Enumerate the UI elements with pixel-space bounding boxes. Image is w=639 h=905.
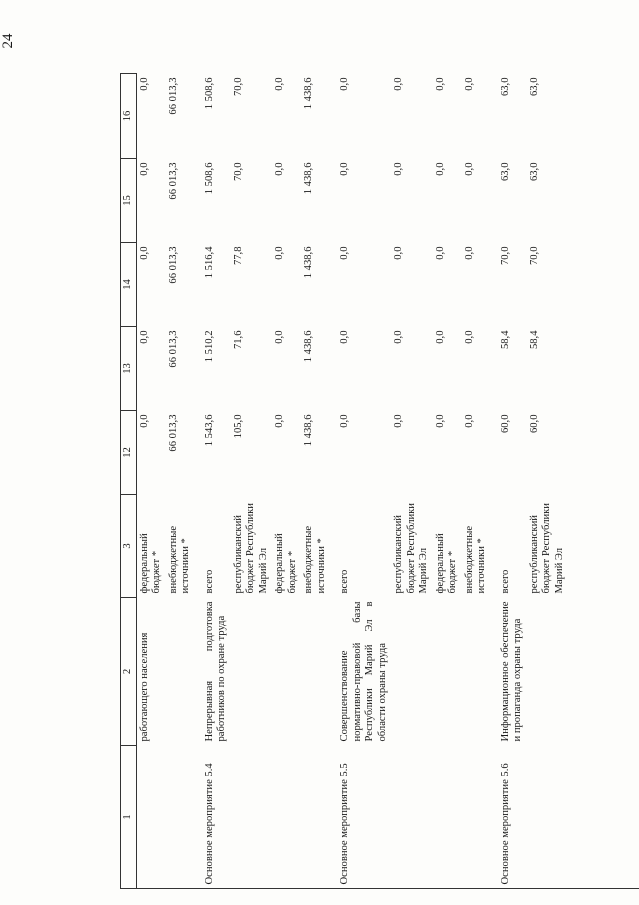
header-cell: 12	[121, 411, 137, 495]
header-cell: 3	[121, 495, 137, 598]
table-row	[231, 74, 273, 889]
header-cell: 2	[121, 598, 137, 746]
source-cell: республиканский бюджет Республики Марий Эл	[232, 503, 269, 594]
description-cell	[527, 598, 569, 746]
event-name-cell	[433, 746, 462, 889]
value-cell: 1 543,6	[203, 414, 215, 447]
event-name-cell: Основное мероприятие 5.5	[339, 763, 350, 885]
table-body	[136, 74, 568, 889]
value-cell: 63,0	[528, 77, 540, 97]
description-cell	[301, 598, 330, 746]
description-cell	[166, 598, 195, 746]
event-name-cell	[462, 746, 491, 889]
table-row	[301, 74, 330, 889]
value-cell: 0,0	[138, 246, 150, 260]
header-cell: 13	[121, 327, 137, 411]
event-name-cell: Основное мероприятие 5.6	[499, 763, 511, 885]
value-cell: 66 013,3	[167, 77, 179, 115]
value-cell: 0,0	[393, 246, 404, 260]
description-cell: работающего населения	[138, 632, 150, 742]
table-row	[491, 74, 527, 889]
table-row	[391, 74, 433, 889]
value-cell: 0,0	[393, 77, 404, 91]
header-cell: 1	[121, 746, 137, 889]
value-cell: 66 013,3	[167, 246, 179, 284]
description-cell	[462, 598, 491, 746]
value-cell: 0,0	[138, 330, 150, 344]
value-cell: 0,0	[434, 162, 446, 176]
value-cell: 105,0	[232, 414, 244, 439]
table-row	[527, 74, 569, 889]
value-cell: 0,0	[393, 162, 404, 176]
table-row	[195, 74, 231, 889]
source-cell: всего	[339, 569, 350, 594]
value-cell: 0,0	[138, 77, 150, 91]
event-name-cell	[391, 746, 433, 889]
value-cell: 70,0	[528, 246, 540, 266]
value-cell: 71,6	[232, 330, 244, 350]
value-cell: 70,0	[232, 162, 244, 182]
description-cell: Совершенствование нормативно-правовой базы Республики Марий Эл в области охраны труда	[339, 601, 388, 742]
header-row	[121, 74, 137, 889]
table-row	[330, 74, 391, 889]
value-cell: 0,0	[463, 162, 475, 176]
value-cell: 63,0	[528, 162, 540, 182]
source-cell: внебюджетные источники *	[303, 525, 327, 594]
value-cell: 0,0	[393, 330, 404, 344]
value-cell: 0,0	[339, 414, 350, 428]
table-row	[136, 74, 166, 889]
description-cell	[391, 598, 433, 746]
event-name-cell: Основное мероприятие 5.4	[203, 763, 215, 885]
value-cell: 0,0	[463, 330, 475, 344]
value-cell: 77,8	[232, 246, 244, 266]
source-cell: всего	[203, 569, 215, 594]
event-name-cell	[166, 746, 195, 889]
value-cell: 58,4	[528, 330, 540, 350]
budget-table	[120, 73, 568, 889]
value-cell: 0,0	[274, 330, 285, 344]
value-cell: 0,0	[434, 246, 446, 260]
value-cell: 0,0	[463, 77, 475, 91]
value-cell: 0,0	[138, 414, 150, 428]
event-name-cell	[231, 746, 273, 889]
value-cell: 0,0	[463, 414, 475, 428]
value-cell: 1 508,6	[203, 77, 215, 110]
value-cell: 0,0	[434, 330, 446, 344]
value-cell: 1 508,6	[203, 162, 215, 195]
value-cell: 1 438,6	[303, 330, 314, 363]
value-cell: 0,0	[274, 162, 285, 176]
value-cell: 0,0	[339, 330, 350, 344]
value-cell: 63,0	[499, 162, 511, 182]
source-cell: внебюджетные источники *	[167, 525, 191, 594]
description-cell	[272, 598, 301, 746]
description-cell: Информационное обеспечение и пропаганда охраны труда	[499, 601, 523, 742]
value-cell: 70,0	[499, 246, 511, 266]
value-cell: 0,0	[463, 246, 475, 260]
value-cell: 0,0	[339, 77, 350, 91]
value-cell: 0,0	[274, 77, 285, 91]
event-name-cell	[272, 746, 301, 889]
table-row	[433, 74, 462, 889]
value-cell: 60,0	[528, 414, 540, 434]
value-cell: 0,0	[434, 77, 446, 91]
source-cell: республиканский бюджет Республики Марий Эл	[528, 503, 565, 594]
event-name-cell	[527, 746, 569, 889]
description-cell: Непрерывная подготовка работников по охране труда	[203, 601, 227, 742]
value-cell: 1 438,6	[303, 414, 314, 447]
header-cell: 14	[121, 243, 137, 327]
header-cell: 16	[121, 74, 137, 159]
value-cell: 60,0	[499, 414, 511, 434]
description-cell	[433, 598, 462, 746]
header-cell: 15	[121, 159, 137, 243]
value-cell: 1 516,4	[203, 246, 215, 279]
value-cell: 0,0	[393, 414, 404, 428]
value-cell: 1 438,6	[303, 246, 314, 279]
event-name-cell	[136, 746, 166, 889]
source-cell: федеральный бюджет *	[138, 533, 162, 594]
page-number: 24	[0, 33, 16, 49]
value-cell: 63,0	[499, 77, 511, 97]
value-cell: 66 013,3	[167, 330, 179, 368]
value-cell: 0,0	[339, 162, 350, 176]
value-cell: 66 013,3	[167, 162, 179, 200]
value-cell: 1 510,2	[203, 330, 215, 363]
value-cell: 0,0	[434, 414, 446, 428]
value-cell: 0,0	[339, 246, 350, 260]
table-container	[120, 74, 639, 889]
event-name-cell	[301, 746, 330, 889]
source-cell: республиканский бюджет Республики Марий Эл	[393, 503, 429, 594]
value-cell: 1 438,6	[303, 162, 314, 195]
table-row	[272, 74, 301, 889]
table-row	[462, 74, 491, 889]
value-cell: 0,0	[274, 246, 285, 260]
value-cell: 66 013,3	[167, 414, 179, 452]
source-cell: федеральный бюджет *	[434, 533, 458, 594]
table-row	[166, 74, 195, 889]
value-cell: 1 438,6	[303, 77, 314, 110]
value-cell: 0,0	[274, 414, 285, 428]
description-cell	[231, 598, 273, 746]
source-cell: внебюджетные источники *	[463, 525, 487, 594]
table-left-border	[120, 888, 639, 889]
value-cell: 58,4	[499, 330, 511, 350]
value-cell: 0,0	[138, 162, 150, 176]
value-cell: 70,0	[232, 77, 244, 97]
source-cell: всего	[499, 569, 511, 594]
source-cell: федеральный бюджет *	[274, 533, 298, 594]
